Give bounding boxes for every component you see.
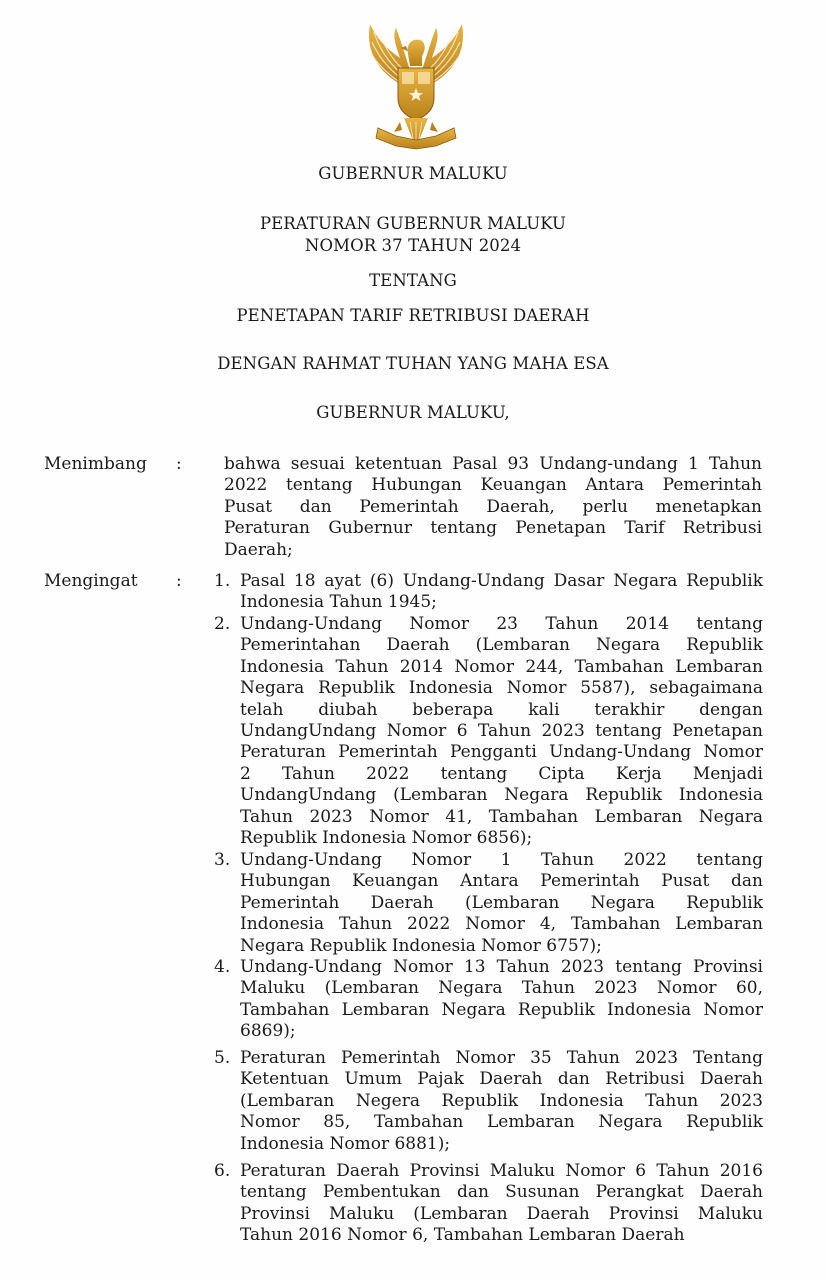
text-line: Peraturan Gubernur tentang Penetapan Tarif Retribusi: [224, 518, 762, 539]
text-line: UndangUndang (Lembaran Negara Republik Indonesia: [240, 785, 763, 806]
signatory-heading: GUBERNUR MALUKU,: [316, 403, 510, 422]
list-item-number: 1.: [214, 571, 231, 591]
text-line: Pusat dan Pemerintah Daerah, perlu menetapkan: [224, 496, 762, 517]
mengingat-label: Mengingat: [44, 571, 138, 591]
menimbang-colon: :: [176, 454, 182, 474]
mengingat-colon: :: [176, 571, 182, 591]
about-heading: TENTANG: [369, 271, 457, 290]
text-line: Tahun 2023 Nomor 41, Tambahan Lembaran Negara: [240, 806, 763, 827]
regulation-title: PERATURAN GUBERNUR MALUKU: [259, 214, 567, 233]
text-line: telah diubah beberapa kali terakhir dengan: [240, 699, 763, 720]
text-line: tentang Pembentukan dan Susunan Perangkat Daerah: [240, 1182, 763, 1203]
list-item: [240, 571, 763, 614]
list-item-number: 5.: [214, 1048, 231, 1068]
issuer-heading: GUBERNUR MALUKU: [318, 164, 508, 183]
text-line: Indonesia Nomor 6881);: [240, 1133, 451, 1154]
text-line: UndangUndang Nomor 6 Tahun 2023 tentang Penetapan: [240, 720, 763, 741]
menimbang-label: Menimbang: [44, 454, 147, 474]
text-line: Tambahan Lembaran Negara Republik Indonesia Nomor: [240, 999, 763, 1020]
list-item-number: 2.: [214, 614, 231, 634]
regulation-subject: PENETAPAN TARIF RETRIBUSI DAERAH: [236, 306, 590, 325]
text-line: Pemerintahan Daerah (Lembaran Negara Republik: [240, 635, 763, 656]
list-item-number: 3.: [214, 850, 231, 870]
text-line: 2022 tentang Hubungan Keuangan Antara Pemerintah: [224, 475, 762, 496]
list-item: [240, 1161, 763, 1247]
text-line: Daerah;: [224, 539, 293, 560]
text-line: Undang-Undang Nomor 23 Tahun 2014 tentang: [240, 614, 763, 634]
text-line: Pasal 18 ayat (6) Undang-Undang Dasar Negara Republik: [240, 571, 763, 591]
text-line: Nomor 85, Tambahan Lembaran Negara Republik: [240, 1112, 763, 1133]
text-line: (Lembaran Negera Republik Indonesia Tahun 2023: [240, 1090, 763, 1111]
text-line: Negara Republik Indonesia Nomor 5587), sebagaimana: [240, 678, 763, 699]
text-line: Undang-Undang Nomor 1 Tahun 2022 tentang: [240, 850, 763, 870]
text-line: bahwa sesuai ketentuan Pasal 93 Undang-undang 1 Tahun: [224, 454, 762, 474]
list-item: [240, 957, 763, 1043]
text-line: Ketentuan Umum Pajak Daerah dan Retribusi Daerah: [240, 1069, 763, 1090]
text-line: Peraturan Daerah Provinsi Maluku Nomor 6 Tahun 2016: [240, 1161, 763, 1181]
text-line: Provinsi Maluku (Lembaran Daerah Provinsi Maluku: [240, 1203, 763, 1224]
text-line: Tahun 2016 Nomor 6, Tambahan Lembaran Daerah: [240, 1225, 685, 1246]
list-item: [240, 614, 763, 849]
text-line: 6869);: [240, 1021, 296, 1042]
text-line: Indonesia Tahun 2022 Nomor 4, Tambahan Lembaran: [240, 914, 763, 935]
text-line: Negara Republik Indonesia Nomor 6757);: [240, 935, 602, 956]
text-line: Hubungan Keuangan Antara Pemerintah Pusat dan: [240, 871, 763, 892]
text-line: Indonesia Tahun 1945;: [240, 592, 437, 613]
text-line: Undang-Undang Nomor 13 Tahun 2023 tentang Provinsi: [240, 957, 763, 977]
text-line: Indonesia Tahun 2014 Nomor 244, Tambahan Lembaran: [240, 656, 763, 677]
menimbang-paragraph: [224, 454, 762, 561]
invocation: DENGAN RAHMAT TUHAN YANG MAHA ESA: [217, 354, 609, 373]
text-line: Maluku (Lembaran Negara Tahun 2023 Nomor 60,: [240, 978, 763, 999]
regulation-number: NOMOR 37 TAHUN 2024: [304, 236, 522, 255]
text-line: Pemerintah Daerah (Lembaran Negara Republik: [240, 892, 763, 913]
list-item: [240, 850, 763, 957]
text-line: 2 Tahun 2022 tentang Cipta Kerja Menjadi: [240, 763, 763, 784]
text-line: Peraturan Pemerintah Pengganti Undang-Undang Nomor: [240, 742, 763, 763]
garuda-emblem-icon: [356, 18, 476, 158]
list-item-number: 6.: [214, 1161, 231, 1181]
list-item-number: 4.: [214, 957, 231, 977]
text-line: Republik Indonesia Nomor 6856);: [240, 827, 533, 848]
text-line: Peraturan Pemerintah Nomor 35 Tahun 2023 Tentang: [240, 1048, 763, 1068]
list-item: [240, 1048, 763, 1155]
